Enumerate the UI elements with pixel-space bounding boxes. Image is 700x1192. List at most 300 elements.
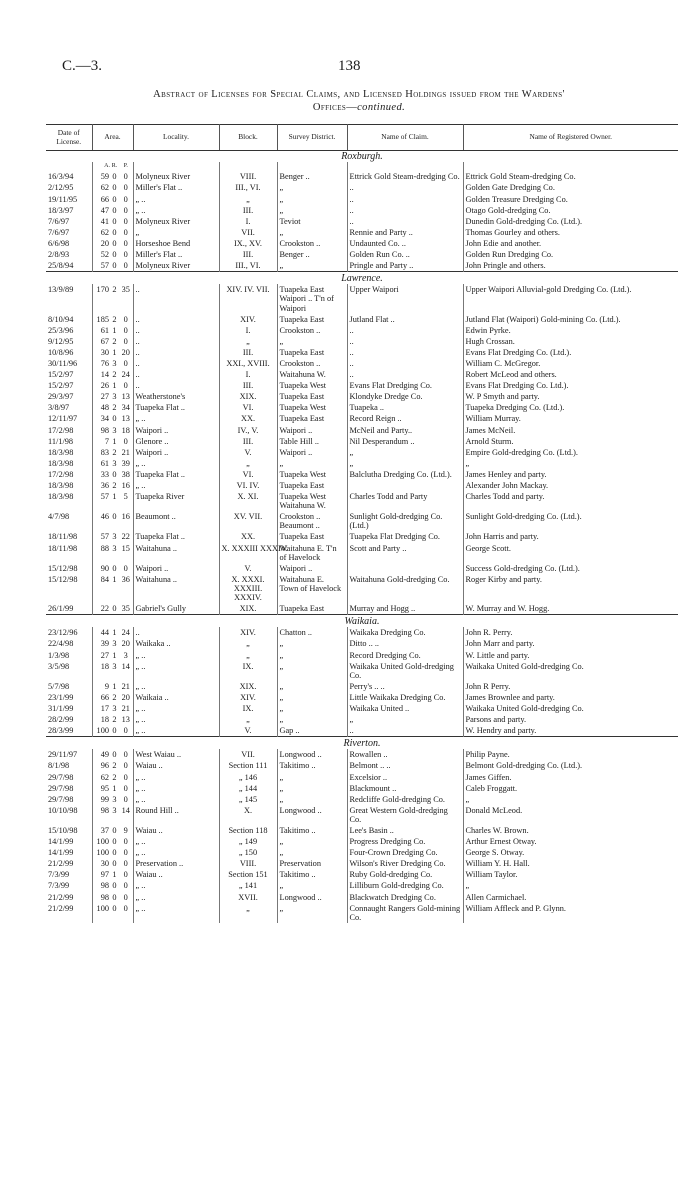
license-date: 18/3/98 bbox=[46, 480, 92, 491]
license-date: 15/12/98 bbox=[46, 574, 92, 603]
table-row bbox=[46, 563, 678, 574]
locality: Molyneux River bbox=[133, 260, 219, 272]
license-date: 28/3/99 bbox=[46, 725, 92, 737]
block: „ bbox=[219, 458, 277, 469]
title-continued: continued. bbox=[357, 102, 406, 113]
area-perches: 0 bbox=[119, 436, 133, 447]
locality: „ .. bbox=[133, 413, 219, 424]
registered-owner: John Harris and party. bbox=[465, 532, 539, 542]
license-date: 18/3/98 bbox=[46, 447, 92, 458]
locality: Tuapeka Flat .. bbox=[133, 531, 219, 542]
survey-district: Waipori .. bbox=[277, 447, 347, 458]
area-roods: 0 bbox=[112, 183, 117, 193]
license-date: 23/1/99 bbox=[46, 692, 92, 703]
area-roods: 2 bbox=[112, 285, 117, 295]
block: XIV. bbox=[219, 692, 277, 703]
area-roods: 0 bbox=[112, 903, 117, 913]
table-row bbox=[46, 892, 678, 903]
claim-name: Perry's .. .. bbox=[347, 681, 463, 692]
section-heading: Waikaia. bbox=[344, 616, 380, 628]
block: „ 145 bbox=[219, 794, 277, 805]
locality: „ .. bbox=[133, 794, 219, 805]
survey-district: Crookston .. bbox=[277, 358, 347, 369]
claim-name: .. bbox=[347, 325, 463, 336]
area-perches: 5 bbox=[119, 491, 133, 511]
registered-owner: Arnold Sturm. bbox=[465, 436, 514, 446]
survey-district: Tuapeka West bbox=[277, 402, 347, 413]
locality: Horseshoe Bend bbox=[133, 238, 219, 249]
license-date: 11/1/98 bbox=[46, 436, 92, 447]
area-roods: 1 bbox=[112, 628, 117, 638]
area-perches: 35 bbox=[119, 284, 133, 313]
claim-name: Klondyke Dredge Co. bbox=[347, 391, 463, 402]
locality: Preservation .. bbox=[133, 858, 219, 869]
unit-perches: P. bbox=[119, 162, 133, 171]
title-word: and bbox=[343, 89, 360, 100]
registered-owner: Waikaka United Gold-dredging Co. bbox=[465, 703, 584, 713]
area-roods: 0 bbox=[112, 726, 117, 736]
survey-district: Tuapeka East bbox=[277, 314, 347, 325]
registered-owner: Upper Waipori Alluvial-gold Dredging Co. (Ltd.). bbox=[465, 285, 632, 295]
area-roods: 0 bbox=[112, 848, 117, 858]
area-perches: 20 bbox=[119, 638, 133, 649]
license-date: 7/3/99 bbox=[46, 880, 92, 891]
locality: „ .. bbox=[133, 458, 219, 469]
registered-owner: „ bbox=[465, 881, 470, 891]
license-date: 21/2/99 bbox=[46, 858, 92, 869]
license-date: 15/2/97 bbox=[46, 369, 92, 380]
claim-name: Waitahuna Gold-dredging Co. bbox=[347, 574, 463, 603]
area-acres: 84 bbox=[100, 574, 109, 584]
table-row bbox=[46, 638, 678, 649]
area-roods: 2 bbox=[112, 715, 117, 725]
area-perches: 0 bbox=[119, 249, 133, 260]
survey-district: „ bbox=[277, 836, 347, 847]
registered-owner: James Henley and party. bbox=[465, 469, 547, 479]
claim-name: McNeil and Party.. bbox=[347, 425, 463, 436]
license-date: 23/12/96 bbox=[46, 627, 92, 638]
claim-name: Jutland Flat .. bbox=[347, 314, 463, 325]
survey-district: „ bbox=[277, 903, 347, 923]
area-acres: 27 bbox=[100, 650, 109, 660]
block: III., VI. bbox=[219, 182, 277, 193]
block: „ 149 bbox=[219, 836, 277, 847]
claim-name: „ bbox=[347, 714, 463, 725]
area-acres: 48 bbox=[100, 403, 109, 413]
claim-name: .. bbox=[347, 725, 463, 737]
area-roods: 0 bbox=[112, 216, 117, 226]
license-date: 2/12/95 bbox=[46, 182, 92, 193]
survey-district: Takitimo .. bbox=[277, 760, 347, 771]
table-row bbox=[46, 574, 678, 603]
survey-district: „ bbox=[277, 458, 347, 469]
page-code: C.—3. bbox=[62, 58, 103, 74]
area-acres: 62 bbox=[100, 227, 109, 237]
registered-owner: John R. Perry. bbox=[465, 628, 513, 638]
table-row bbox=[46, 447, 678, 458]
area-roods: 0 bbox=[112, 563, 117, 573]
survey-district: „ bbox=[277, 205, 347, 216]
table-row bbox=[46, 847, 678, 858]
license-date: 12/11/97 bbox=[46, 413, 92, 424]
locality: „ .. bbox=[133, 772, 219, 783]
area-roods: 1 bbox=[112, 574, 117, 584]
claim-name: Pringle and Party .. bbox=[347, 260, 463, 272]
claim-name: Waikaka United Gold-dredging Co. bbox=[347, 661, 463, 681]
survey-district: Longwood .. bbox=[277, 892, 347, 903]
block: IV., V. bbox=[219, 425, 277, 436]
survey-district: Tuapeka West bbox=[277, 380, 347, 391]
table-row bbox=[46, 182, 678, 193]
claim-name: Wilson's River Dredging Co. bbox=[347, 858, 463, 869]
area-acres: 47 bbox=[100, 205, 109, 215]
area-acres: 61 bbox=[100, 458, 109, 468]
table-row bbox=[46, 413, 678, 424]
license-date: 8/1/98 bbox=[46, 760, 92, 771]
locality: Waiau .. bbox=[133, 825, 219, 836]
license-date: 25/3/96 bbox=[46, 325, 92, 336]
area-acres: 27 bbox=[100, 392, 109, 402]
claim-name: Blackmount .. bbox=[347, 783, 463, 794]
license-date: 7/6/97 bbox=[46, 216, 92, 227]
locality: Molyneux River bbox=[133, 216, 219, 227]
area-roods: 2 bbox=[112, 761, 117, 771]
license-date: 9/12/95 bbox=[46, 336, 92, 347]
survey-district: Teviot bbox=[277, 216, 347, 227]
block: V. bbox=[219, 447, 277, 458]
claim-name bbox=[347, 480, 463, 491]
area-perches: 34 bbox=[119, 402, 133, 413]
registered-owner: „ bbox=[465, 458, 470, 468]
locality: .. bbox=[133, 314, 219, 325]
block: Section 111 bbox=[219, 760, 277, 771]
license-date: 15/2/97 bbox=[46, 380, 92, 391]
area-roods: 1 bbox=[112, 681, 117, 691]
table-row bbox=[46, 858, 678, 869]
survey-district: Waipori .. bbox=[277, 425, 347, 436]
area-roods: 1 bbox=[112, 783, 117, 793]
survey-district: „ bbox=[277, 661, 347, 681]
license-date: 17/2/98 bbox=[46, 469, 92, 480]
survey-district: „ bbox=[277, 681, 347, 692]
block: X. XXXIII XXXIV. bbox=[219, 543, 277, 563]
area-perches: 0 bbox=[119, 325, 133, 336]
survey-district: „ bbox=[277, 692, 347, 703]
registered-owner: Golden Treasure Dredging Co. bbox=[465, 194, 568, 204]
title-line2: Offices— bbox=[312, 102, 358, 113]
title-word: Special bbox=[270, 89, 304, 100]
area-roods: 3 bbox=[112, 358, 117, 368]
area-acres: 96 bbox=[100, 761, 109, 771]
unit-roods: R. bbox=[111, 163, 118, 170]
area-roods: 0 bbox=[112, 469, 117, 479]
area-perches: 9 bbox=[119, 825, 133, 836]
table-row bbox=[46, 543, 678, 563]
area-perches: 0 bbox=[119, 836, 133, 847]
license-date: 14/1/99 bbox=[46, 836, 92, 847]
area-acres: 41 bbox=[100, 216, 109, 226]
unit-acres: A. bbox=[104, 163, 110, 170]
claim-name: Record Dredging Co. bbox=[347, 650, 463, 661]
area-acres: 57 bbox=[100, 532, 109, 542]
registered-owner: George S. Otway. bbox=[465, 848, 525, 858]
table-row bbox=[46, 402, 678, 413]
registered-owner: Jutland Flat (Waipori) Gold-mining Co. (Ltd.). bbox=[465, 314, 621, 324]
locality: „ .. bbox=[133, 847, 219, 858]
title-word: Licenses bbox=[211, 89, 250, 100]
area-perches: 0 bbox=[119, 869, 133, 880]
registered-owner: William Y. H. Hall. bbox=[465, 859, 530, 869]
block: „ bbox=[219, 194, 277, 205]
table-header-row bbox=[46, 125, 678, 151]
area-perches: 0 bbox=[119, 760, 133, 771]
license-date: 15/10/98 bbox=[46, 825, 92, 836]
locality: „ .. bbox=[133, 480, 219, 491]
block: VI. IV. bbox=[219, 480, 277, 491]
area-acres: 90 bbox=[100, 563, 109, 573]
block: VI. bbox=[219, 402, 277, 413]
area-acres: 98 bbox=[100, 881, 109, 891]
table-row bbox=[46, 469, 678, 480]
area-acres: 88 bbox=[100, 543, 109, 553]
locality: Tuapeka Flat .. bbox=[133, 469, 219, 480]
license-date: 29/11/97 bbox=[46, 749, 92, 760]
area-perches: 0 bbox=[119, 238, 133, 249]
table-row bbox=[46, 458, 678, 469]
area-perches: 24 bbox=[119, 627, 133, 638]
area-roods: 0 bbox=[112, 859, 117, 869]
survey-district: „ bbox=[277, 227, 347, 238]
registered-owner: Success Gold-dredging Co. (Ltd.). bbox=[465, 563, 580, 573]
area-acres: 57 bbox=[100, 261, 109, 271]
block: XIX. bbox=[219, 603, 277, 615]
block: VII. bbox=[219, 749, 277, 760]
area-roods: 3 bbox=[112, 661, 117, 671]
area-perches: 14 bbox=[119, 661, 133, 681]
locality: .. bbox=[133, 358, 219, 369]
area-acres: 39 bbox=[100, 639, 109, 649]
survey-district: „ bbox=[277, 703, 347, 714]
area-units-row bbox=[46, 162, 678, 171]
locality: „ .. bbox=[133, 880, 219, 891]
block: XV. VII. bbox=[219, 511, 277, 531]
table-row bbox=[46, 205, 678, 216]
license-date: 4/7/98 bbox=[46, 511, 92, 531]
area-perches: 0 bbox=[119, 194, 133, 205]
block: XX. bbox=[219, 413, 277, 424]
table-row bbox=[46, 227, 678, 238]
license-date: 18/11/98 bbox=[46, 531, 92, 542]
table-row bbox=[46, 358, 678, 369]
area-roods: 0 bbox=[112, 837, 117, 847]
table-row bbox=[46, 783, 678, 794]
claim-name: Balclutha Dredging Co. (Ltd.). bbox=[347, 469, 463, 480]
area-roods: 0 bbox=[112, 750, 117, 760]
area-acres: 37 bbox=[100, 826, 109, 835]
registered-owner: John Edie and another. bbox=[465, 238, 542, 248]
locality: Beaumont .. bbox=[133, 511, 219, 531]
table-row bbox=[46, 380, 678, 391]
locality: „ .. bbox=[133, 650, 219, 661]
survey-district: Tuapeka West Waitahuna W. bbox=[277, 491, 347, 511]
area-perches: 0 bbox=[119, 858, 133, 869]
registered-owner: Empire Gold-dredging Co. (Ltd.). bbox=[465, 447, 578, 457]
locality: Tuapeka Flat .. bbox=[133, 402, 219, 413]
title-word: Abstract bbox=[153, 89, 196, 100]
area-acres: 100 bbox=[96, 903, 109, 913]
survey-district: Waitahuna E. T'n of Havelock bbox=[277, 543, 347, 563]
locality: „ .. bbox=[133, 783, 219, 794]
claim-name: .. bbox=[347, 194, 463, 205]
survey-district: „ bbox=[277, 194, 347, 205]
area-acres: 100 bbox=[96, 837, 109, 847]
block: „ bbox=[219, 903, 277, 923]
locality: Miller's Flat .. bbox=[133, 249, 219, 260]
locality: Round Hill .. bbox=[133, 805, 219, 825]
registered-owner: Thomas Gourley and others. bbox=[465, 227, 560, 237]
claim-name: .. bbox=[347, 347, 463, 358]
title-word: of bbox=[198, 89, 209, 100]
locality: „ .. bbox=[133, 703, 219, 714]
locality: Molyneux River bbox=[133, 171, 219, 182]
license-date: 18/11/98 bbox=[46, 543, 92, 563]
claim-name: Charles Todd and Party bbox=[347, 491, 463, 511]
table-row bbox=[46, 480, 678, 491]
table-row bbox=[46, 260, 678, 272]
area-perches: 0 bbox=[119, 749, 133, 760]
area-perches: 0 bbox=[119, 336, 133, 347]
license-date: 31/1/99 bbox=[46, 703, 92, 714]
col-date-header: Date of License. bbox=[46, 125, 92, 151]
claim-name: Belmont .. .. bbox=[347, 760, 463, 771]
area-acres: 100 bbox=[96, 726, 109, 736]
table-row bbox=[46, 284, 678, 313]
block: III. bbox=[219, 249, 277, 260]
area-perches: 0 bbox=[119, 880, 133, 891]
survey-district: Tuapeka East bbox=[277, 480, 347, 491]
registered-owner: Donald McLeod. bbox=[465, 805, 523, 815]
block: Section 118 bbox=[219, 825, 277, 836]
block: X. bbox=[219, 805, 277, 825]
survey-district: „ bbox=[277, 783, 347, 794]
survey-district: „ bbox=[277, 182, 347, 193]
title-word: issued from the Wardens' bbox=[449, 89, 565, 100]
table-row bbox=[46, 725, 678, 737]
table-row bbox=[46, 681, 678, 692]
survey-district: Waitahuna E. Town of Havelock bbox=[277, 574, 347, 603]
claim-name: Ruby Gold-dredging Co. bbox=[347, 869, 463, 880]
block: V. bbox=[219, 725, 277, 737]
registered-owner: William Murray. bbox=[465, 414, 521, 424]
table-row bbox=[46, 436, 678, 447]
license-date: 3/8/97 bbox=[46, 402, 92, 413]
claim-name: „ bbox=[347, 458, 463, 469]
block: VIII. bbox=[219, 171, 277, 182]
block: VIII. bbox=[219, 858, 277, 869]
locality: Glenore .. bbox=[133, 436, 219, 447]
registered-owner: Golden Gate Dredging Co. bbox=[465, 183, 555, 193]
license-date: 19/11/95 bbox=[46, 194, 92, 205]
block: X. XXXI. XXXIII. XXXIV. bbox=[219, 574, 277, 603]
claim-name: „ bbox=[347, 447, 463, 458]
area-acres: 52 bbox=[100, 250, 109, 260]
area-acres: 66 bbox=[100, 194, 109, 204]
block: IX., XV. bbox=[219, 238, 277, 249]
locality: „ .. bbox=[133, 661, 219, 681]
table-row bbox=[46, 805, 678, 825]
claim-name: .. bbox=[347, 205, 463, 216]
license-date: 21/2/99 bbox=[46, 903, 92, 923]
area-perches: 16 bbox=[119, 511, 133, 531]
area-perches: 13 bbox=[119, 413, 133, 424]
locality: Waipori .. bbox=[133, 425, 219, 436]
block: XIV. IV. VII. bbox=[219, 284, 277, 313]
area-perches: 0 bbox=[119, 314, 133, 325]
area-perches: 15 bbox=[119, 543, 133, 563]
locality: „ .. bbox=[133, 836, 219, 847]
block: „ bbox=[219, 638, 277, 649]
locality: „ .. bbox=[133, 681, 219, 692]
block: I. bbox=[219, 216, 277, 227]
area-acres: 99 bbox=[100, 794, 109, 804]
block: X. XI. bbox=[219, 491, 277, 511]
registered-owner: Golden Run Dredging Co. bbox=[465, 250, 554, 260]
survey-district: Tuapeka East bbox=[277, 347, 347, 358]
col-block-header: Block. bbox=[219, 125, 277, 151]
locality: „ .. bbox=[133, 205, 219, 216]
block: III. bbox=[219, 205, 277, 216]
block: VI. bbox=[219, 469, 277, 480]
area-roods: 2 bbox=[112, 447, 117, 457]
area-roods: 0 bbox=[112, 227, 117, 237]
claim-name: Evans Flat Dredging Co. bbox=[347, 380, 463, 391]
survey-district: Crookston .. Beaumont .. bbox=[277, 511, 347, 531]
locality: „ .. bbox=[133, 194, 219, 205]
locality: Waipori .. bbox=[133, 563, 219, 574]
block: „ 150 bbox=[219, 847, 277, 858]
section-heading-row bbox=[46, 151, 678, 163]
area-roods: 1 bbox=[112, 650, 117, 660]
claim-name: Rowallen .. bbox=[347, 749, 463, 760]
survey-district: Crookston .. bbox=[277, 325, 347, 336]
survey-district: Chatton .. bbox=[277, 627, 347, 638]
registered-owner: W. Hendry and party. bbox=[465, 726, 537, 736]
block: XX. bbox=[219, 531, 277, 542]
area-perches: 38 bbox=[119, 469, 133, 480]
survey-district: Benger .. bbox=[277, 249, 347, 260]
locality: „ .. bbox=[133, 725, 219, 737]
table-row bbox=[46, 171, 678, 182]
area-acres: 98 bbox=[100, 425, 109, 435]
registered-owner: George Scott. bbox=[465, 543, 511, 553]
registered-owner: James Brownlee and party. bbox=[465, 692, 555, 702]
area-roods: 0 bbox=[112, 261, 117, 271]
locality: Waiau .. bbox=[133, 760, 219, 771]
area-perches: 3 bbox=[119, 650, 133, 661]
table-row bbox=[46, 869, 678, 880]
registered-owner: Caleb Froggatt. bbox=[465, 783, 518, 793]
license-date: 17/2/98 bbox=[46, 425, 92, 436]
area-perches: 35 bbox=[119, 603, 133, 615]
area-roods: 3 bbox=[112, 703, 117, 713]
survey-district: Table Hill .. bbox=[277, 436, 347, 447]
claim-name: .. bbox=[347, 182, 463, 193]
area-roods: 0 bbox=[112, 826, 117, 835]
area-perches: 0 bbox=[119, 903, 133, 923]
area-acres: 14 bbox=[100, 370, 109, 380]
registered-owner: Charles Todd and party. bbox=[465, 492, 545, 502]
claim-name: Progress Dredging Co. bbox=[347, 836, 463, 847]
